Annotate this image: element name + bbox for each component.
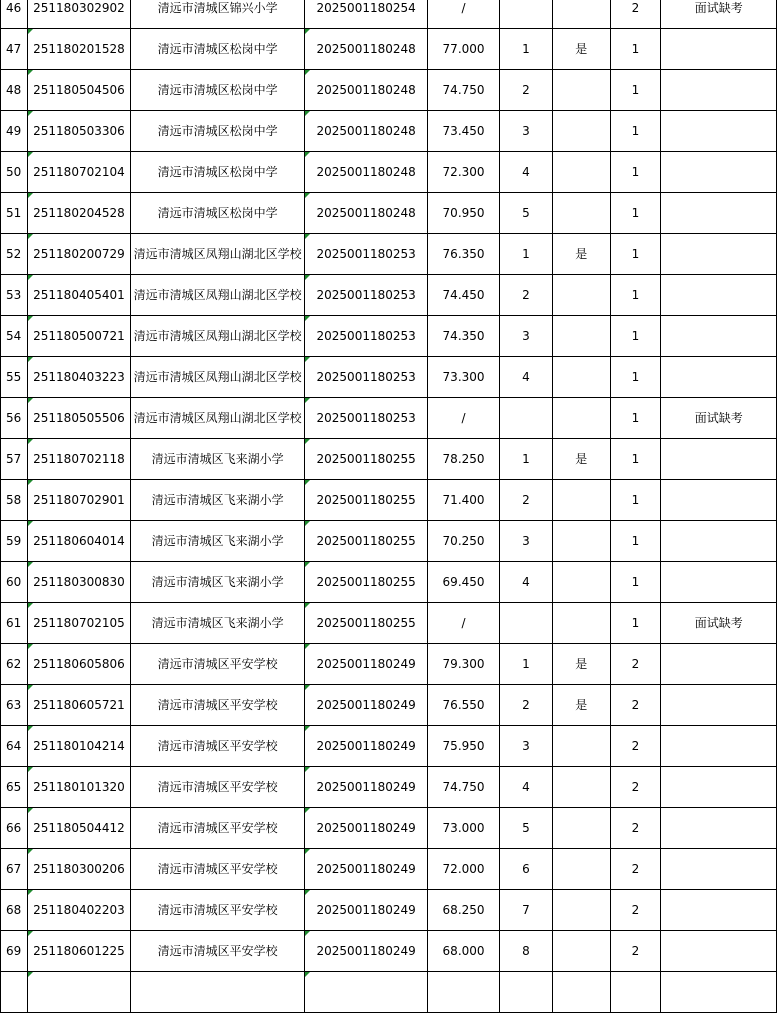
rank-cell: 2 [499, 70, 552, 111]
table-row [1, 603, 777, 644]
rank-cell: 4 [499, 562, 552, 603]
table-row [1, 767, 777, 808]
exam-number-cell: 251180402203 [27, 890, 130, 931]
rank-cell: 2 [499, 275, 552, 316]
post-code-cell: 2025001180255 [305, 603, 428, 644]
quota-cell: 2 [610, 685, 661, 726]
school-cell: 清远市清城区飞来湖小学 [130, 603, 304, 644]
seq-cell: 61 [1, 603, 28, 644]
inspection-cell: 是 [552, 234, 610, 275]
rank-cell: 4 [499, 767, 552, 808]
note-cell [661, 439, 777, 480]
seq-cell: 63 [1, 685, 28, 726]
note-cell [661, 480, 777, 521]
note-cell [661, 29, 777, 70]
seq-cell: 52 [1, 234, 28, 275]
exam-number-cell: 251180503306 [27, 111, 130, 152]
seq-cell: 53 [1, 275, 28, 316]
school-cell: 清远市清城区锦兴小学 [130, 0, 304, 29]
quota-cell: 2 [610, 0, 661, 29]
note-cell [661, 849, 777, 890]
score-cell: 68.000 [428, 931, 500, 972]
inspection-cell [552, 398, 610, 439]
quota-cell: 1 [610, 521, 661, 562]
inspection-cell: 是 [552, 644, 610, 685]
quota-cell: 1 [610, 316, 661, 357]
rank-cell: 8 [499, 931, 552, 972]
school-cell: 清远市清城区平安学校 [130, 849, 304, 890]
note-cell: 面试缺考 [661, 0, 777, 29]
post-code-cell: 2025001180249 [305, 931, 428, 972]
quota-cell: 2 [610, 931, 661, 972]
school-cell: 清远市清城区松岗中学 [130, 152, 304, 193]
exam-number-cell: 251180605806 [27, 644, 130, 685]
seq-cell: 65 [1, 767, 28, 808]
school-cell: 清远市清城区松岗中学 [130, 70, 304, 111]
quota-cell: 1 [610, 111, 661, 152]
rank-cell: 1 [499, 439, 552, 480]
score-cell: 72.300 [428, 152, 500, 193]
rank-cell: 4 [499, 152, 552, 193]
score-cell: 68.250 [428, 890, 500, 931]
note-cell [661, 931, 777, 972]
score-cell: 69.450 [428, 562, 500, 603]
exam-number-cell: 251180702118 [27, 439, 130, 480]
post-code-cell: 2025001180255 [305, 480, 428, 521]
rank-cell: 1 [499, 234, 552, 275]
quota-cell: 2 [610, 767, 661, 808]
rank-cell: 1 [499, 29, 552, 70]
table-row [1, 480, 777, 521]
score-cell: 74.750 [428, 767, 500, 808]
exam-number-cell: 251180403223 [27, 357, 130, 398]
score-cell [428, 972, 500, 1013]
score-cell: 74.350 [428, 316, 500, 357]
post-code-cell: 2025001180253 [305, 316, 428, 357]
inspection-cell [552, 357, 610, 398]
exam-number-cell: 251180504412 [27, 808, 130, 849]
inspection-cell [552, 972, 610, 1013]
exam-number-cell: 251180101320 [27, 767, 130, 808]
exam-number-cell: 251180702105 [27, 603, 130, 644]
score-cell: 70.950 [428, 193, 500, 234]
seq-cell: 47 [1, 29, 28, 70]
school-cell: 清远市清城区凤翔山湖北区学校 [130, 357, 304, 398]
exam-number-cell: 251180702104 [27, 152, 130, 193]
score-cell: 75.950 [428, 726, 500, 767]
inspection-cell [552, 193, 610, 234]
score-cell: / [428, 603, 500, 644]
seq-cell: 64 [1, 726, 28, 767]
table-row [1, 931, 777, 972]
inspection-cell [552, 0, 610, 29]
school-cell: 清远市清城区平安学校 [130, 644, 304, 685]
score-cell: / [428, 398, 500, 439]
quota-cell [610, 972, 661, 1013]
note-cell [661, 357, 777, 398]
inspection-cell [552, 521, 610, 562]
exam-number-cell: 251180104214 [27, 726, 130, 767]
exam-number-cell: 251180405401 [27, 275, 130, 316]
rank-cell: 5 [499, 193, 552, 234]
exam-number-cell: 251180204528 [27, 193, 130, 234]
note-cell [661, 767, 777, 808]
table-row [1, 70, 777, 111]
exam-number-cell: 251180500721 [27, 316, 130, 357]
results-table-body [1, 0, 777, 1013]
post-code-cell: 2025001180253 [305, 275, 428, 316]
note-cell [661, 562, 777, 603]
seq-cell: 48 [1, 70, 28, 111]
inspection-cell [552, 767, 610, 808]
table-row [1, 357, 777, 398]
inspection-cell [552, 152, 610, 193]
score-cell: 76.350 [428, 234, 500, 275]
seq-cell: 62 [1, 644, 28, 685]
inspection-cell: 是 [552, 439, 610, 480]
score-cell: 78.250 [428, 439, 500, 480]
rank-cell [499, 0, 552, 29]
school-cell: 清远市清城区平安学校 [130, 726, 304, 767]
school-cell: 清远市清城区平安学校 [130, 685, 304, 726]
score-cell: 73.450 [428, 111, 500, 152]
note-cell [661, 111, 777, 152]
note-cell [661, 972, 777, 1013]
rank-cell: 3 [499, 726, 552, 767]
seq-cell: 49 [1, 111, 28, 152]
inspection-cell [552, 603, 610, 644]
seq-cell: 59 [1, 521, 28, 562]
score-cell: 76.550 [428, 685, 500, 726]
school-cell: 清远市清城区凤翔山湖北区学校 [130, 275, 304, 316]
note-cell [661, 808, 777, 849]
score-cell: 73.000 [428, 808, 500, 849]
seq-cell: 69 [1, 931, 28, 972]
post-code-cell: 2025001180248 [305, 70, 428, 111]
score-cell: 70.250 [428, 521, 500, 562]
inspection-cell [552, 931, 610, 972]
table-row [1, 234, 777, 275]
table-row [1, 890, 777, 931]
note-cell [661, 316, 777, 357]
seq-cell: 60 [1, 562, 28, 603]
rank-cell: 3 [499, 111, 552, 152]
inspection-cell [552, 70, 610, 111]
school-cell [130, 972, 304, 1013]
post-code-cell: 2025001180249 [305, 808, 428, 849]
score-cell: / [428, 0, 500, 29]
table-row [1, 398, 777, 439]
rank-cell: 1 [499, 644, 552, 685]
quota-cell: 1 [610, 562, 661, 603]
school-cell: 清远市清城区飞来湖小学 [130, 562, 304, 603]
inspection-cell: 是 [552, 685, 610, 726]
note-cell [661, 193, 777, 234]
quota-cell: 1 [610, 70, 661, 111]
exam-number-cell: 251180300206 [27, 849, 130, 890]
seq-cell: 50 [1, 152, 28, 193]
quota-cell: 1 [610, 193, 661, 234]
inspection-cell [552, 562, 610, 603]
quota-cell: 1 [610, 234, 661, 275]
exam-number-cell: 251180604014 [27, 521, 130, 562]
quota-cell: 2 [610, 890, 661, 931]
rank-cell: 5 [499, 808, 552, 849]
post-code-cell: 2025001180248 [305, 29, 428, 70]
rank-cell [499, 972, 552, 1013]
school-cell: 清远市清城区松岗中学 [130, 111, 304, 152]
table-row [1, 521, 777, 562]
table-row [1, 849, 777, 890]
inspection-cell: 是 [552, 29, 610, 70]
quota-cell: 2 [610, 849, 661, 890]
note-cell [661, 275, 777, 316]
quota-cell: 1 [610, 152, 661, 193]
school-cell: 清远市清城区飞来湖小学 [130, 439, 304, 480]
exam-number-cell: 251180200729 [27, 234, 130, 275]
post-code-cell: 2025001180255 [305, 439, 428, 480]
inspection-cell [552, 480, 610, 521]
table-row [1, 275, 777, 316]
post-code-cell: 2025001180249 [305, 726, 428, 767]
post-code-cell: 2025001180249 [305, 685, 428, 726]
seq-cell: 51 [1, 193, 28, 234]
score-cell: 74.750 [428, 70, 500, 111]
seq-cell: 67 [1, 849, 28, 890]
score-cell: 73.300 [428, 357, 500, 398]
exam-number-cell: 251180504506 [27, 70, 130, 111]
note-cell [661, 726, 777, 767]
school-cell: 清远市清城区飞来湖小学 [130, 521, 304, 562]
inspection-cell [552, 275, 610, 316]
table-row [1, 0, 777, 29]
exam-number-cell: 251180702901 [27, 480, 130, 521]
school-cell: 清远市清城区平安学校 [130, 808, 304, 849]
seq-cell: 58 [1, 480, 28, 521]
post-code-cell: 2025001180249 [305, 849, 428, 890]
score-cell: 72.000 [428, 849, 500, 890]
school-cell: 清远市清城区平安学校 [130, 890, 304, 931]
table-row [1, 439, 777, 480]
school-cell: 清远市清城区松岗中学 [130, 193, 304, 234]
post-code-cell: 2025001180255 [305, 521, 428, 562]
post-code-cell [305, 972, 428, 1013]
seq-cell: 46 [1, 0, 28, 29]
exam-number-cell: 251180300830 [27, 562, 130, 603]
table-row [1, 644, 777, 685]
table-row [1, 152, 777, 193]
rank-cell: 3 [499, 521, 552, 562]
score-cell: 74.450 [428, 275, 500, 316]
exam-number-cell: 251180505506 [27, 398, 130, 439]
quota-cell: 1 [610, 275, 661, 316]
inspection-cell [552, 726, 610, 767]
inspection-cell [552, 316, 610, 357]
seq-cell: 68 [1, 890, 28, 931]
rank-cell: 6 [499, 849, 552, 890]
post-code-cell: 2025001180249 [305, 644, 428, 685]
table-row [1, 562, 777, 603]
note-cell [661, 685, 777, 726]
quota-cell: 1 [610, 398, 661, 439]
quota-cell: 2 [610, 726, 661, 767]
table-row [1, 316, 777, 357]
rank-cell: 4 [499, 357, 552, 398]
post-code-cell: 2025001180249 [305, 767, 428, 808]
exam-number-cell: 251180302902 [27, 0, 130, 29]
seq-cell: 54 [1, 316, 28, 357]
seq-cell [1, 972, 28, 1013]
school-cell: 清远市清城区凤翔山湖北区学校 [130, 316, 304, 357]
rank-cell: 2 [499, 480, 552, 521]
quota-cell: 1 [610, 439, 661, 480]
exam-number-cell [27, 972, 130, 1013]
table-row [1, 726, 777, 767]
school-cell: 清远市清城区凤翔山湖北区学校 [130, 398, 304, 439]
note-cell [661, 644, 777, 685]
post-code-cell: 2025001180248 [305, 111, 428, 152]
seq-cell: 57 [1, 439, 28, 480]
table-row [1, 808, 777, 849]
seq-cell: 66 [1, 808, 28, 849]
note-cell: 面试缺考 [661, 398, 777, 439]
seq-cell: 56 [1, 398, 28, 439]
note-cell [661, 70, 777, 111]
inspection-cell [552, 890, 610, 931]
exam-number-cell: 251180605721 [27, 685, 130, 726]
note-cell [661, 152, 777, 193]
note-cell [661, 890, 777, 931]
quota-cell: 1 [610, 29, 661, 70]
school-cell: 清远市清城区凤翔山湖北区学校 [130, 234, 304, 275]
school-cell: 清远市清城区平安学校 [130, 767, 304, 808]
school-cell: 清远市清城区飞来湖小学 [130, 480, 304, 521]
exam-number-cell: 251180601225 [27, 931, 130, 972]
post-code-cell: 2025001180248 [305, 152, 428, 193]
inspection-cell [552, 111, 610, 152]
seq-cell: 55 [1, 357, 28, 398]
table-row [1, 972, 777, 1013]
post-code-cell: 2025001180255 [305, 562, 428, 603]
note-cell [661, 521, 777, 562]
quota-cell: 1 [610, 480, 661, 521]
post-code-cell: 2025001180249 [305, 890, 428, 931]
quota-cell: 1 [610, 603, 661, 644]
post-code-cell: 2025001180253 [305, 398, 428, 439]
post-code-cell: 2025001180248 [305, 193, 428, 234]
score-cell: 79.300 [428, 644, 500, 685]
table-row [1, 685, 777, 726]
score-cell: 71.400 [428, 480, 500, 521]
rank-cell: 2 [499, 685, 552, 726]
rank-cell [499, 603, 552, 644]
table-row [1, 193, 777, 234]
post-code-cell: 2025001180253 [305, 234, 428, 275]
rank-cell [499, 398, 552, 439]
note-cell: 面试缺考 [661, 603, 777, 644]
table-row [1, 111, 777, 152]
score-cell: 77.000 [428, 29, 500, 70]
inspection-cell [552, 808, 610, 849]
inspection-cell [552, 849, 610, 890]
rank-cell: 3 [499, 316, 552, 357]
post-code-cell: 2025001180253 [305, 357, 428, 398]
note-cell [661, 234, 777, 275]
post-code-cell: 2025001180254 [305, 0, 428, 29]
exam-number-cell: 251180201528 [27, 29, 130, 70]
school-cell: 清远市清城区平安学校 [130, 931, 304, 972]
school-cell: 清远市清城区松岗中学 [130, 29, 304, 70]
quota-cell: 2 [610, 644, 661, 685]
quota-cell: 2 [610, 808, 661, 849]
quota-cell: 1 [610, 357, 661, 398]
rank-cell: 7 [499, 890, 552, 931]
table-row [1, 29, 777, 70]
